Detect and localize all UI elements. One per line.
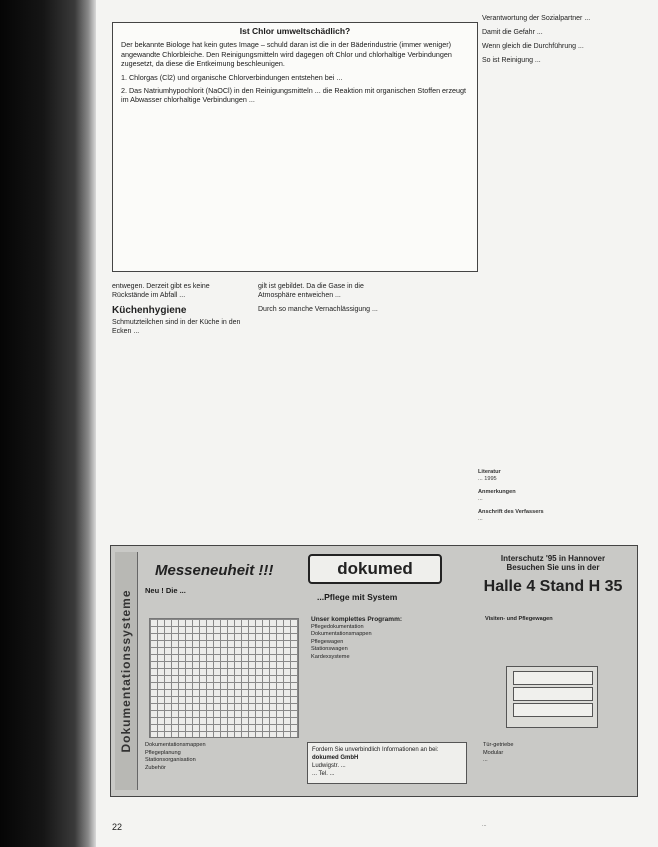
col1-paragraph: entwegen. Derzeit gibt es keine Rückstände im Abfall ... [112, 283, 210, 300]
refs-heading-literature: Literatur [478, 469, 501, 475]
ad-program-item: Pflegedokumentation [311, 623, 364, 630]
ad-fair-info [477, 554, 629, 596]
advertisement [110, 545, 638, 797]
ad-product-photo-binders [149, 618, 299, 738]
col3-paragraph-2: Damit die Gefahr ... [482, 29, 543, 37]
references [478, 463, 634, 524]
ad-program [311, 616, 471, 662]
ad-right-item: Tür-getriebe [483, 742, 514, 748]
ad-left-item: Zubehör [145, 764, 166, 771]
ad-program-item: Kardexsysteme [311, 653, 350, 660]
box-point-2: 2. Das Natriumhypochlorit (NaOCl) in den Reinigungsmitteln ... die Reaktion mit organischen Stoffen erzeugt im Abwasser chlorhaltige Verbindungen ... [121, 86, 467, 105]
sidebar-box [112, 22, 478, 272]
ad-left-list [145, 742, 295, 772]
col3-paragraph: Verantwortung der Sozialpartner ... [482, 15, 591, 22]
refs-heading-address: Anschrift des Verfassers [478, 509, 544, 516]
ad-contact-phone: ... Tel. ... [312, 771, 335, 777]
ad-right-item: Modular [483, 749, 504, 756]
col1-paragraph-2: Schmutzteilchen sind in der Küche in den Ecken ... [112, 319, 241, 336]
dokumed-logo: dokumed [308, 554, 442, 584]
box-title: Ist Chlor umweltschädlich? [239, 26, 351, 36]
col3-paragraph-3: Wenn gleich die Durchführung ... [482, 43, 584, 51]
ad-fair-hall: Halle 4 Stand H 35 [483, 578, 623, 595]
ad-program-title: Unser komplettes Programm: [311, 616, 403, 623]
section-heading-kuechenhygiene: Küchenhygiene [112, 305, 187, 317]
ad-right-item: ... [483, 757, 488, 764]
ad-program-item: Dokumentationsmappen [311, 631, 372, 638]
page-footer: ... [482, 822, 487, 828]
column-3 [482, 14, 636, 70]
book-spine [0, 0, 96, 847]
cart-drawer [513, 687, 593, 701]
refs-heading-notes: Anmerkungen [478, 489, 516, 496]
col2-paragraph: gilt ist gebildet. Da die Gase in die Atmosphäre entweichen ... [258, 283, 364, 300]
cart-drawer [513, 703, 593, 717]
ad-contact-box [307, 742, 467, 784]
ad-product-photo-cart [506, 666, 598, 728]
refs-literature-text: ... 1995 [478, 476, 497, 483]
ad-contact-street: Ludwigstr. ... [312, 763, 346, 769]
column-2 [258, 282, 398, 319]
ad-program-item: Stationswagen [311, 646, 348, 653]
column-1 [112, 282, 242, 341]
col2-paragraph-2: Durch so manche Vernachlässigung ... [258, 306, 378, 314]
ad-contact-line: Fordern Sie unverbindlich Informationen an bei: [312, 747, 439, 753]
ad-slogan: ...Pflege mit System [317, 592, 398, 602]
ad-neu-line: Neu ! Die ... [145, 586, 186, 595]
ad-right-caption: Visiten- und Pflegewagen [485, 616, 553, 622]
box-point-1: 1. Chlorgas (Cl2) und organische Chlorverbindungen entstehen bei ... [121, 72, 343, 82]
col3-paragraph-4: So ist Reinigung ... [482, 57, 541, 65]
ad-contact-company: dokumed GmbH [312, 755, 359, 761]
ad-fair-line1: Interschutz '95 in Hannover [500, 554, 606, 563]
ad-left-item: Dokumentationsmappen [145, 742, 206, 748]
refs-notes-text: ... [478, 496, 483, 503]
ad-left-item: Stationsorganisation [145, 757, 196, 764]
ad-left-item: Pflegeplanung [145, 749, 181, 756]
ad-program-item: Pflegewagen [311, 638, 344, 645]
page-number: 22 [112, 822, 123, 832]
box-intro: Der bekannte Biologe hat kein gutes Image – schuld daran ist die in der Bäderindustrie (immer weniger) angewandte Chlorbleiche. Den Reinigungsmitteln wird dagegen oft Chlor und chlorhaltige Verbindungen zugesetzt, da diese die Entkeimung beschleunigen. [121, 40, 452, 69]
ad-vertical-banner [115, 552, 138, 790]
cart-drawer [513, 671, 593, 685]
ad-right-list [483, 742, 629, 765]
ad-fair-line2: Besuchen Sie uns in der [506, 563, 600, 572]
refs-address-text: ... [478, 516, 483, 523]
ad-vertical-text: Dokumentationssysteme [119, 589, 133, 753]
ad-headline: Messeneuheit !!! [155, 562, 274, 579]
